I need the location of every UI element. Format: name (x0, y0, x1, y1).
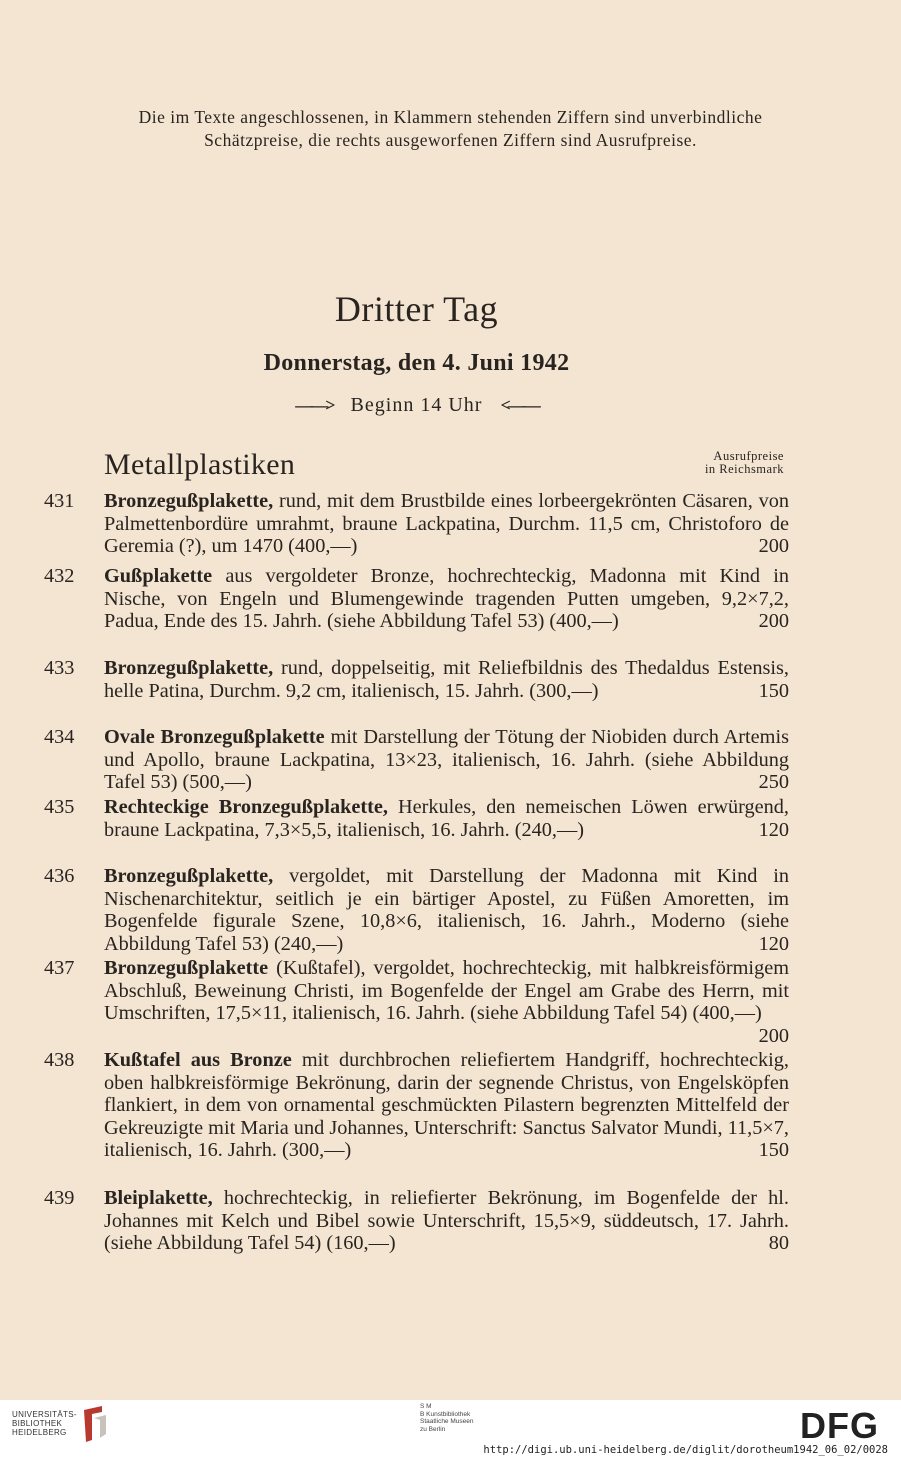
lot-price: 150 (758, 679, 789, 702)
museum-credit-line-1: S M (420, 1403, 432, 1410)
lot-price: 200 (758, 610, 789, 632)
lot-description: vergoldet, mit Darstellung der Madonna mit Kind in Nischenarchitektur, seitlich je ein bärtiger Apostel, zu Füßen Amoretten, im Bogenfelde figurale Szene, 10,8×6, italienisch, 16. Jahrh., Moderno (siehe Abbildung Tafel 53) (240,—) (104, 865, 789, 955)
university-line-3: HEIDELBERG (12, 1428, 67, 1437)
university-logo-icon[interactable] (80, 1404, 110, 1444)
lot-title: Bronzegußplakette, (104, 657, 274, 679)
estimate-note-line-2: Schätzpreise, die rechts ausgeworfenen Ziffern sind Ausrufpreise. (204, 130, 697, 150)
day-title: Dritter Tag (334, 289, 499, 329)
begin-line (0, 394, 833, 417)
lot-number: 431 (44, 490, 75, 512)
arrow-left-icon: <—— (500, 395, 538, 415)
arrow-right-icon: ——> (295, 395, 333, 415)
lot-entry (44, 796, 789, 841)
lot-description: rund, mit dem Brustbilde eines lorbeergekrönten Cäsaren, von Palmettenbordüre umrahmt, braune Lackpatina, Durchm. 11,5 cm, Christoforo de Geremia (?), um 1470 (400,—) (104, 490, 789, 557)
section-title: Metallplastiken (104, 448, 296, 481)
museum-credit-line-4: zu Berlin (420, 1425, 446, 1433)
lot-price: 120 (758, 818, 789, 841)
lot-number: 432 (44, 565, 75, 587)
lot-entry (44, 957, 789, 1047)
lot-entry (44, 726, 789, 794)
lot-entry (44, 1187, 789, 1255)
lot-number: 438 (44, 1049, 75, 1071)
university-line-2: BIBLIOTHEK (12, 1419, 63, 1428)
museum-credit (420, 1403, 473, 1433)
lot-title: Rechteckige Bronzegußplakette, (104, 796, 388, 818)
lot-price: 80 (768, 1232, 789, 1254)
lot-entry (44, 490, 789, 558)
lot-description: hochrechteckig, in reliefierter Bekrönung, im Bogenfelde der hl. Johannes mit Kelch und Bibel sowie Unterschrift, 15,5×9, süddeutsch, 17. Jahrh. (siehe Abbildung Tafel 54) (160,—) (104, 1187, 789, 1254)
museum-credit-line-3: Staatliche Museen (420, 1418, 474, 1425)
lot-title: Gußplakette (104, 565, 213, 587)
university-library-name[interactable] (12, 1410, 82, 1437)
price-column-header-line-2: in Reichsmark (704, 462, 784, 476)
museum-credit-line-2: B Kunstbibliothek (420, 1410, 471, 1418)
lot-description: (Kußtafel), vergoldet, hochrechteckig, mit halbkreisförmigem Abschluß, Beweinung Christi, im Bogenfelde der Engel am Grabe des Herrn, mit Umschriften, 17,5×11, italienisch, 16. Jahrh. (siehe Abbildung Tafel 54) (400,—) (104, 957, 789, 1024)
lot-number: 433 (44, 657, 75, 679)
lot-description: rund, doppelseitig, mit Reliefbildnis des Thedaldus Estensis, helle Patina, Durchm. 9,2 cm, italienisch, 15. Jahrh. (300,—) (104, 657, 789, 702)
lot-entry (44, 657, 789, 702)
lot-title: Bronzegußplakette, (104, 865, 274, 887)
lot-number: 434 (44, 726, 75, 748)
lot-description: mit Darstellung der Tötung der Niobiden durch Artemis und Apollo, braune Lackpatina, 13×23, italienisch, 16. Jahrh. (siehe Abbildung Tafel 53) (500,—) (104, 726, 789, 793)
lot-number: 437 (44, 957, 75, 979)
estimate-note (0, 106, 901, 152)
lot-number: 436 (44, 865, 75, 887)
lot-title: Bronzegußplakette (104, 957, 269, 979)
lot-price: 250 (758, 771, 789, 793)
dfg-logo[interactable]: DFG (800, 1405, 879, 1446)
lot-title: Bleiplakette, (104, 1187, 213, 1209)
lot-number: 439 (44, 1187, 75, 1209)
lot-entry (44, 1049, 789, 1162)
lot-title: Kußtafel aus Bronze (104, 1049, 292, 1071)
lot-price: 120 (758, 932, 789, 955)
lot-description: mit durchbrochen reliefiertem Handgriff, hochrechteckig, oben halbkreisförmige Bekrönung, darin der segnende Christus, von Engelsköpfen flankiert, in dem von ornamental geschmückten Pilastern begrenzten Mittelfeld der Gekreuzigte mit Maria und Johannes, Unterschrift: Sanctus Salvator Mundi, 11,5×7, italienisch, 16. Jahrh. (300,—) (104, 1049, 789, 1161)
price-column-header-line-1: Ausrufpreise (713, 449, 784, 463)
lot-number: 435 (44, 796, 75, 818)
permalink-url[interactable]: http://digi.ub.uni-heidelberg.de/diglit/dorotheum1942_06_02/0028 (483, 1444, 888, 1456)
lot-title: Bronzegußplakette, (104, 490, 274, 512)
date-line: Donnerstag, den 4. Juni 1942 (263, 350, 570, 376)
university-line-1: UNIVERSITÄTS- (12, 1410, 77, 1419)
lot-price: 200 (758, 535, 789, 557)
lot-description: Herkules, den nemeischen Löwen erwürgend, braune Lackpatina, 7,3×5,5, italienisch, 16. Jahrh. (240,—) (104, 796, 789, 841)
lot-title: Ovale Bronzegußplakette (104, 726, 325, 748)
lot-entry (44, 865, 789, 955)
lot-description: aus vergoldeter Bronze, hochrechteckig, Madonna mit Kind in Nische, von Engeln und Blumengewinde tragenden Putten umgeben, 9,2×7,2, Padua, Ende des 15. Jahrh. (siehe Abbildung Tafel 53) (400,—) (104, 565, 789, 632)
lot-price: 200 (758, 1024, 789, 1047)
estimate-note-line-1: Die im Texte angeschlossenen, in Klammern stehenden Ziffern sind unverbindliche (138, 107, 763, 127)
lot-price: 150 (758, 1139, 789, 1161)
begin-time: Beginn 14 Uhr (350, 394, 483, 416)
price-column-header (672, 450, 784, 476)
lot-entry (44, 565, 789, 633)
